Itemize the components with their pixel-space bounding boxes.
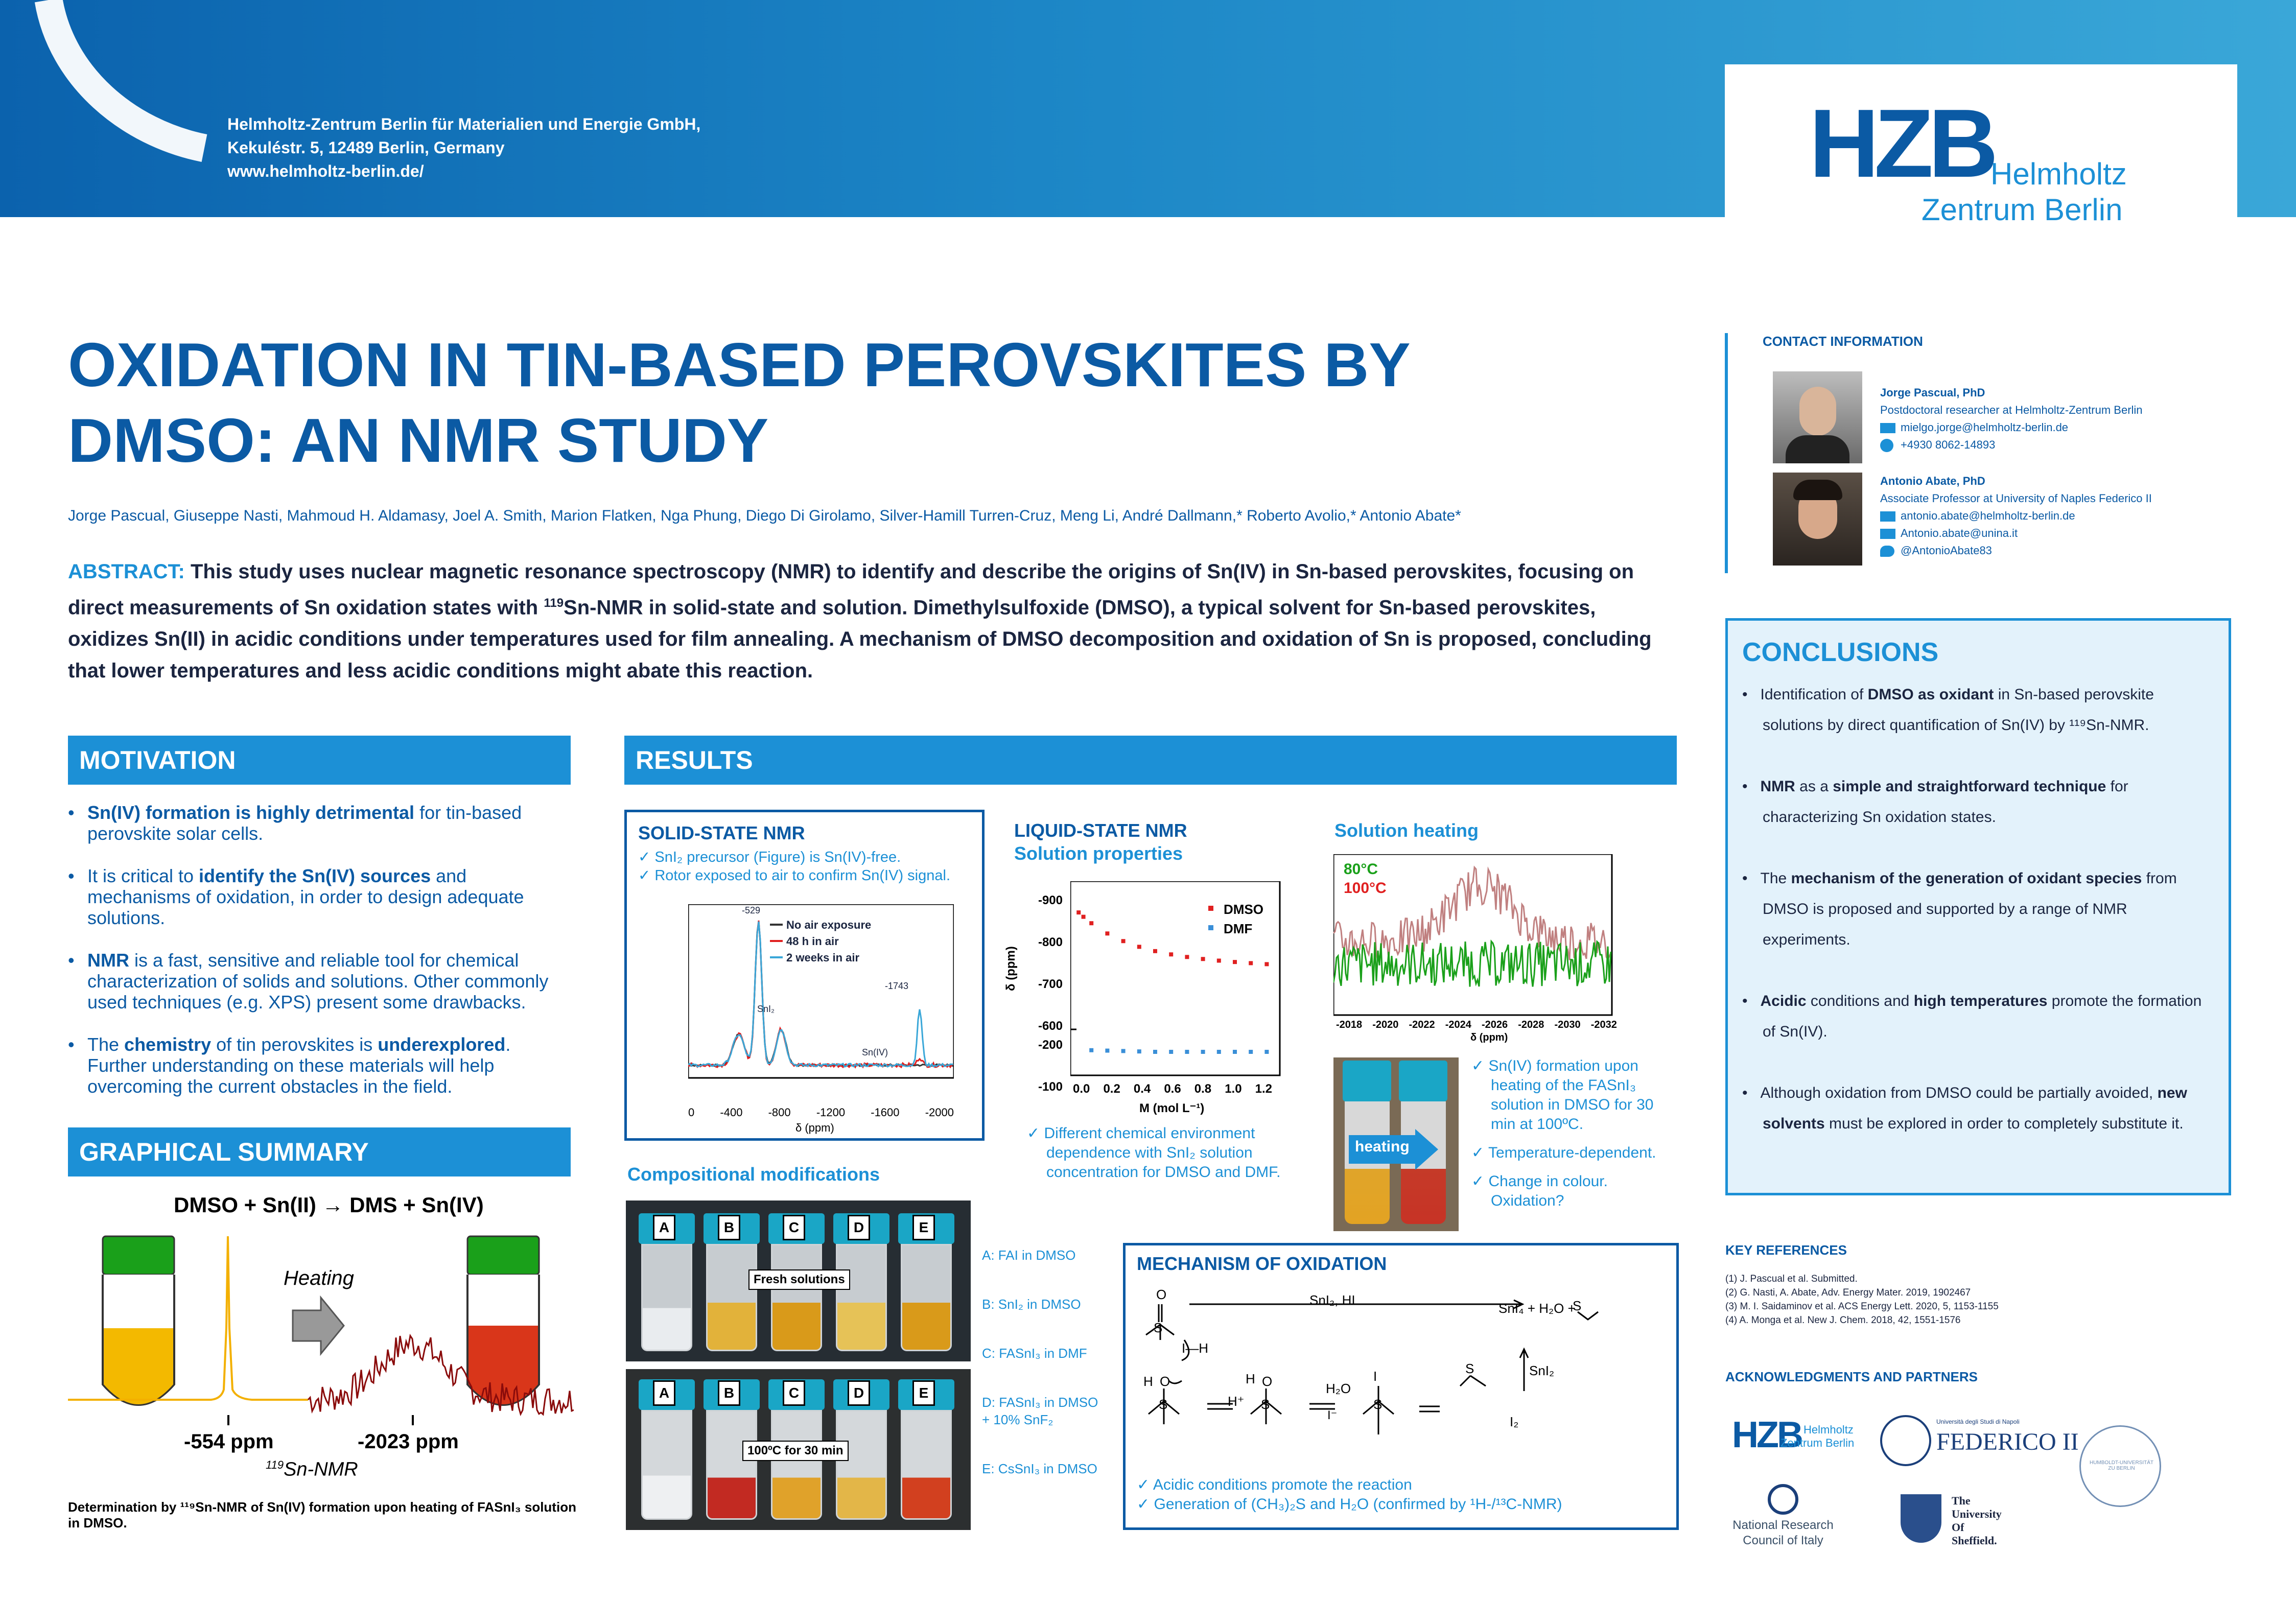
liquid-xticks: 0.0 0.2 0.4 0.6 0.8 1.0 1.2 xyxy=(1073,1082,1272,1096)
conclusions-list xyxy=(1742,679,2212,1139)
temp-100-label: 100°C xyxy=(1344,880,1387,897)
institution-url[interactable]: www.helmholtz-berlin.de/ xyxy=(227,162,424,180)
title-line-2: DMSO: AN NMR STUDY xyxy=(68,406,769,475)
vial-label-d: D xyxy=(848,1215,870,1240)
contact-phone[interactable]: +4930 8062-14893 xyxy=(1880,436,2143,454)
abstract xyxy=(68,556,1677,687)
dmso-point xyxy=(1249,961,1253,965)
sniv-label: Sn(IV) xyxy=(862,1047,888,1057)
partner-logo-hzb: HZB Helmholtz Zentrum Berlin xyxy=(1732,1415,1855,1455)
contact-divider xyxy=(1725,333,1728,573)
svg-text:H: H xyxy=(1246,1371,1255,1386)
liquid-state-subtitle: Solution properties xyxy=(1014,843,1183,864)
dmf-point xyxy=(1249,1050,1253,1054)
mechanism-product: SnI₄ + H₂O + xyxy=(1498,1301,1576,1316)
mechanism-scheme xyxy=(1133,1284,1670,1452)
dmso-point xyxy=(1153,949,1157,953)
mechanism-i2: I₂ xyxy=(1510,1414,1519,1429)
contact-antonio xyxy=(1880,473,2152,559)
abstract-text-1: This study uses nuclear magnetic resonance spectroscopy (NMR) to identify and describe the origins of Sn(IV) in Sn-based perovskites, focusing on direct measurements of Sn oxidation states with xyxy=(68,560,1634,619)
dmso-point xyxy=(1264,962,1269,966)
svg-text:S: S xyxy=(1261,1397,1270,1412)
heating-xlabel: δ (ppm) xyxy=(1470,1032,1508,1043)
abstract-label: ABSTRACT: xyxy=(68,560,185,583)
dmf-point xyxy=(1137,1049,1141,1053)
motivation-item: • It is critical to identify the Sn(IV) sources and mechanisms of oxidation, in order to design adequate solutions. xyxy=(68,865,574,928)
legend-48h: 48 h in air xyxy=(786,935,839,948)
solution-heating-plot xyxy=(1333,854,1614,1018)
vial-label-b: B xyxy=(718,1380,740,1406)
summary-equation: DMSO + Sn(II) → DMS + Sn(IV) xyxy=(174,1193,484,1217)
dmf-point xyxy=(1264,1050,1269,1054)
svg-text:H: H xyxy=(1143,1374,1153,1389)
heating-photo xyxy=(1333,1057,1459,1231)
vial-label-e: E xyxy=(912,1215,935,1240)
peak-label-529: -529 xyxy=(742,905,761,915)
reference-item: (2) G. Nasti, A. Abate, Adv. Energy Mater. 2019, 1902467 xyxy=(1725,1287,1971,1298)
partner-logo-humboldt: HUMBOLDT-UNIVERSITÄT ZU BERLIN xyxy=(2079,1425,2161,1507)
mechanism-reagent: SnI₂, HI xyxy=(1309,1292,1355,1308)
hzb-logo-helmholtz: Helmholtz xyxy=(1990,157,2127,191)
contact-email[interactable]: antonio.abate@helmholtz-berlin.de xyxy=(1880,507,2152,525)
mechanism-title: MECHANISM OF OXIDATION xyxy=(1137,1253,1387,1274)
vial-label-a: A xyxy=(653,1380,675,1406)
solid-state-nmr-box xyxy=(624,810,985,1141)
ppm-label-1: -554 ppm xyxy=(184,1430,274,1453)
legend-2weeks: 2 weeks in air xyxy=(786,951,860,964)
phone-icon xyxy=(1880,439,1893,452)
vial-label-a: A xyxy=(653,1215,675,1240)
avatar-antonio xyxy=(1773,473,1862,566)
contact-role: Postdoctoral researcher at Helmholtz-Zentrum Berlin xyxy=(1880,404,2143,416)
mechanism-checks: ✓ Acidic conditions promote the reaction ✓ Generation of (CH₃)₂S and H₂O (confirmed by ¹H-/¹³C-NMR) xyxy=(1137,1476,1562,1513)
contact-twitter[interactable]: @AntonioAbate83 xyxy=(1880,542,2152,559)
svg-text:I—H: I—H xyxy=(1182,1340,1208,1356)
institution-address xyxy=(227,112,700,183)
legend-no-air: No air exposure xyxy=(786,919,872,931)
conclusion-item: • Identification of DMSO as oxidant in Sn-based perovskite solutions by direct quantification of Sn(IV) by ¹¹⁹Sn-NMR. xyxy=(1742,686,2154,734)
reference-item: (1) J. Pascual et al. Submitted. xyxy=(1725,1274,1858,1284)
dmso-point xyxy=(1076,910,1081,914)
mechanism-iminus: I⁻ xyxy=(1327,1408,1338,1422)
contact-header: CONTACT INFORMATION xyxy=(1763,334,1923,349)
dmso-point xyxy=(1121,939,1126,943)
svg-text:I: I xyxy=(1373,1369,1377,1384)
solid-state-plot xyxy=(688,904,954,1103)
references-header: KEY REFERENCES xyxy=(1725,1242,1847,1258)
reference-item: (3) M. I. Saidaminov et al. ACS Energy Lett. 2020, 5, 1153-1155 xyxy=(1725,1301,1999,1312)
conclusion-item: • Acidic conditions and high temperatures promote the formation of Sn(IV). xyxy=(1742,993,2202,1040)
dmso-point xyxy=(1169,952,1173,956)
heated-label: 100ºC for 30 min xyxy=(742,1441,849,1461)
dmf-point xyxy=(1217,1050,1221,1054)
summary-caption: Determination by ¹¹⁹Sn-NMR of Sn(IV) formation upon heating of FASnI₃ solution in DMSO. xyxy=(68,1499,576,1531)
mechanism-sni2: SnI₂ xyxy=(1529,1363,1555,1378)
heating-xticks: -2018 -2020 -2022 -2024 -2026 -2028 -2030 -2032 xyxy=(1336,1019,1617,1030)
mechanism-box xyxy=(1123,1243,1679,1530)
dmso-point xyxy=(1082,915,1086,919)
conclusion-item: • NMR as a simple and straightforward technique for characterizing Sn oxidation states. xyxy=(1742,778,2128,826)
vial-label-b: B xyxy=(718,1215,740,1240)
dmf-point xyxy=(1089,1048,1093,1052)
heated-vials-photo xyxy=(626,1369,971,1530)
reference-item: (4) A. Monga et al. New J. Chem. 2018, 42, 1551-1576 xyxy=(1725,1315,1961,1326)
temp-80-label: 80°C xyxy=(1344,861,1378,878)
legend-dmf: DMF xyxy=(1224,921,1253,936)
avatar-jorge xyxy=(1773,371,1862,463)
mail-icon xyxy=(1880,529,1895,539)
legend-dmso: DMSO xyxy=(1224,902,1263,917)
title-line-1: OXIDATION IN TIN-BASED PEROVSKITES BY xyxy=(68,330,1411,399)
motivation-item: • NMR is a fast, sensitive and reliable tool for chemical characterization of solids and solutions. Other commonly used techniques (e.g. XPS) present some drawbacks. xyxy=(68,950,574,1013)
vial-label-e: E xyxy=(912,1380,935,1406)
ppm-label-2: -2023 ppm xyxy=(358,1430,459,1453)
vial-label-c: C xyxy=(783,1215,805,1240)
dmf-point xyxy=(1233,1050,1237,1054)
motivation-item: • Sn(IV) formation is highly detrimental for tin-based perovskite solar cells. xyxy=(68,802,574,844)
dmso-point xyxy=(1105,931,1109,935)
svg-text:S: S xyxy=(1373,1397,1383,1412)
hzb-logo-letters: HZB xyxy=(1809,89,1994,198)
liquid-check: ✓ Different chemical environment dependence with SnI₂ solution concentration for DMSO and DMF. xyxy=(1027,1125,1281,1181)
svg-text:S: S xyxy=(1154,1320,1163,1335)
motivation-header: MOTIVATION xyxy=(68,736,571,785)
conclusions-box xyxy=(1725,618,2231,1195)
nmr-label: $^{119}$Sn-NMR xyxy=(266,1458,358,1480)
solid-xticks: 0 -400 -800 -1200 -1600 -2000 xyxy=(688,1106,954,1119)
liquid-state-title: LIQUID-STATE NMR xyxy=(1014,820,1187,841)
conclusion-item: • The mechanism of the generation of oxidant species from DMSO is proposed and supported by a range of NMR experiments. xyxy=(1742,870,2177,948)
contact-email[interactable]: mielgo.jorge@helmholtz-berlin.de xyxy=(1880,419,2143,436)
fresh-solutions-label: Fresh solutions xyxy=(748,1269,850,1290)
conclusions-header: CONCLUSIONS xyxy=(1742,638,1939,667)
summary-graphic xyxy=(68,1226,574,1481)
heating-arrow-label: heating xyxy=(1355,1138,1410,1155)
solid-state-checks: ✓ SnI₂ precursor (Figure) is Sn(IV)-free. ✓ Rotor exposed to air to confirm Sn(IV) signal. xyxy=(638,849,950,884)
vial-label-c: C xyxy=(783,1380,805,1406)
motivation-item: • The chemistry of tin perovskites is underexplored. Further understanding on these materials will help overcoming the current obstacles in the field. xyxy=(68,1034,574,1097)
dmf-point xyxy=(1121,1049,1126,1053)
liquid-xlabel: M (mol L⁻¹) xyxy=(1139,1101,1205,1115)
liquid-ylabel: δ (ppm) xyxy=(1004,946,1018,991)
liquid-yticks-top: -900 -800 -700 -600 xyxy=(1038,893,1063,1033)
svg-text:S: S xyxy=(1465,1361,1474,1376)
contact-role: Associate Professor at University of Naples Federico II xyxy=(1880,492,2152,505)
compositional-legend: A: FAI in DMSO B: SnI₂ in DMSO C: FASnI₃ in DMF D: FASnI₃ in DMSO + 10% SnF₂ E: CsSnI₃ in DMSO xyxy=(982,1248,1098,1476)
acknowledgments-header: ACKNOWLEDGMENTS AND PARTNERS xyxy=(1725,1369,1978,1384)
dmf-point xyxy=(1105,1049,1109,1053)
contact-email-2[interactable]: Antonio.abate@unina.it xyxy=(1880,525,2152,542)
fresh-vials-photo xyxy=(626,1201,971,1361)
mail-icon xyxy=(1880,511,1895,522)
svg-text:O: O xyxy=(1156,1287,1167,1302)
compositional-title: Compositional modifications xyxy=(627,1164,880,1185)
svg-text:O: O xyxy=(1160,1374,1170,1389)
peak-label-1743: -1743 xyxy=(885,981,909,991)
dmso-point xyxy=(1217,958,1221,962)
dmf-point xyxy=(1153,1050,1157,1054)
mail-icon xyxy=(1880,423,1895,433)
institution-street: Kekuléstr. 5, 12489 Berlin, Germany xyxy=(227,138,505,157)
graphical-summary-header: GRAPHICAL SUMMARY xyxy=(68,1127,571,1176)
contact-name: Jorge Pascual, PhD xyxy=(1880,386,1985,399)
dmf-point xyxy=(1185,1050,1189,1054)
mechanism-hplus: H⁺ xyxy=(1228,1394,1245,1409)
conclusion-item: • Although oxidation from DMSO could be partially avoided, new solvents must be explored in order to completely substitute it. xyxy=(1742,1085,2187,1132)
solid-xlabel: δ (ppm) xyxy=(795,1121,834,1134)
dmso-point xyxy=(1089,921,1093,925)
partner-logo-cnr: National Research Council of Italy xyxy=(1732,1484,1834,1548)
dmso-point xyxy=(1137,945,1141,949)
author-list: Jorge Pascual, Giuseppe Nasti, Mahmoud H. Aldamasy, Joel A. Smith, Marion Flatken, Nga Phung, Diego Di Girolamo, Silver-Hamill Turren-Cruz, Meng Li, André Dallmann,* Roberto Avolio,* Antonio Abate* xyxy=(68,507,1461,524)
dmso-point xyxy=(1233,960,1237,964)
motivation-list xyxy=(68,802,574,1118)
results-header: RESULTS xyxy=(624,736,1677,785)
liquid-yticks-bot: -200 -100 xyxy=(1038,1038,1063,1094)
hzb-logo xyxy=(1725,64,2237,235)
abstract-text-2: Sn-NMR in solid-state and solution. Dimethylsulfoxide (DMSO), a typical solvent for Sn-based perovskites, oxidizes Sn(II) in acidic conditions under temperatures used for film annealing. A mechanism of DMSO decomposition and oxidation of Sn is proposed, concluding that lower temperatures and less acidic conditions might abate this reaction. xyxy=(68,596,1652,682)
solid-state-title: SOLID-STATE NMR xyxy=(638,822,805,843)
svg-text:S: S xyxy=(1159,1397,1168,1412)
heating-checks: ✓ Sn(IV) formation upon heating of the FASnI₃ solution in DMSO for 30 min at 100ºC. ✓ Temperature-dependent. ✓ Change in colour. Oxidation? xyxy=(1471,1057,1656,1209)
dmf-point xyxy=(1201,1050,1205,1054)
heating-label: Heating xyxy=(284,1267,354,1289)
dmso-point xyxy=(1185,955,1189,959)
contact-name: Antonio Abate, PhD xyxy=(1880,475,1985,487)
contact-jorge xyxy=(1880,384,2143,454)
mechanism-h2o: H₂O xyxy=(1326,1381,1351,1396)
twitter-icon xyxy=(1880,546,1894,557)
dmso-point xyxy=(1201,957,1205,961)
svg-text:S: S xyxy=(1573,1298,1582,1313)
institution-name: Helmholtz-Zentrum Berlin für Materialien und Energie GmbH, xyxy=(227,115,701,133)
banner-swoosh xyxy=(0,0,215,217)
abstract-sup: 119 xyxy=(544,596,564,610)
hzb-logo-zentrum: Zentrum Berlin xyxy=(1922,193,2123,227)
references-list xyxy=(1725,1272,1999,1327)
svg-text:O: O xyxy=(1262,1374,1273,1389)
poster-title xyxy=(68,327,1631,478)
sni2-label: SnI₂ xyxy=(757,1004,775,1014)
vial-label-d: D xyxy=(848,1380,870,1406)
dmf-point xyxy=(1169,1050,1173,1054)
solution-heating-title: Solution heating xyxy=(1334,820,1479,841)
